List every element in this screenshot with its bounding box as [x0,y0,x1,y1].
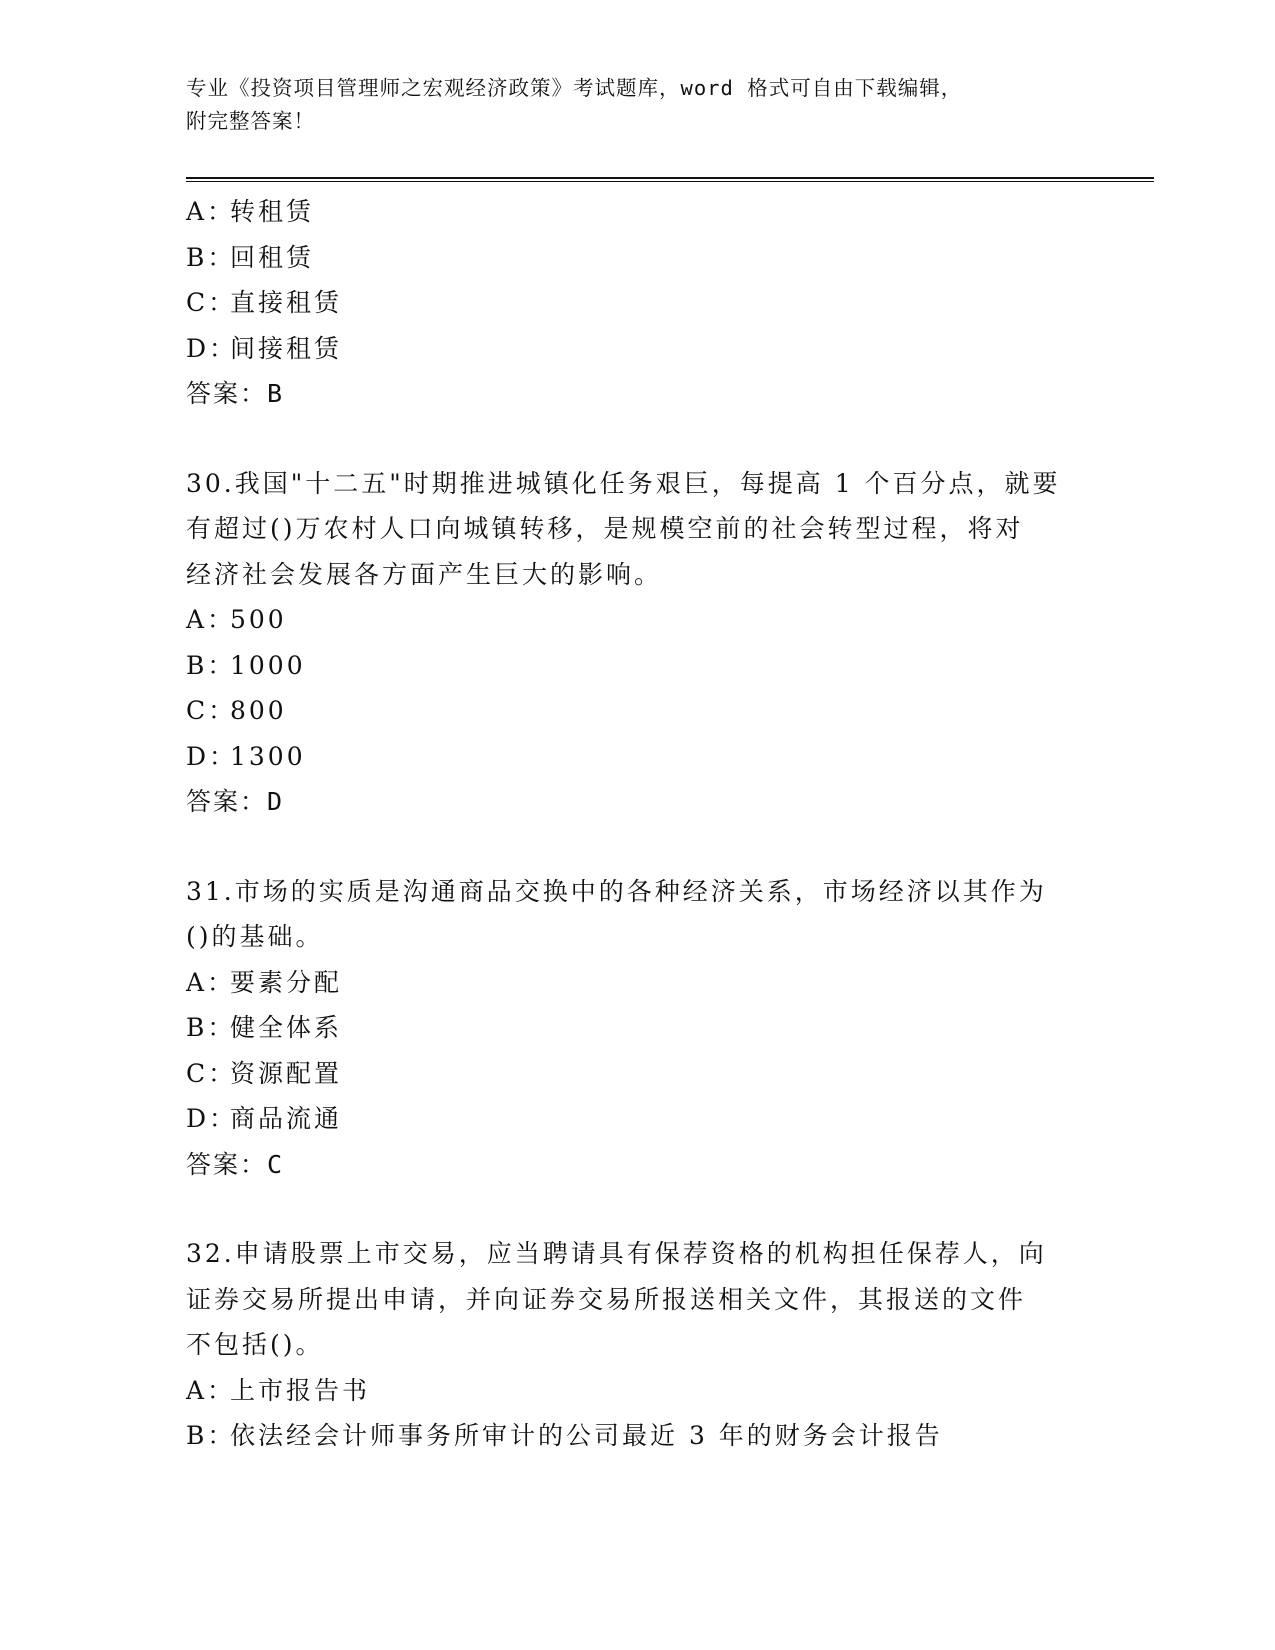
option-b [186,1005,1086,1051]
option-label: A： [186,967,236,997]
option-text: 商品流通 [230,1104,343,1133]
header-line-2: 附完整答案！ [186,109,315,133]
option-a [186,597,1086,643]
question-stem-line: ()的基础。 [186,922,324,951]
option-label: D： [186,333,238,363]
option-label: B： [186,242,236,272]
option-d [186,1096,1086,1142]
question-stem-line: 32.申请股票上市交易，应当聘请具有保荐资格的机构担任保荐人，向 [186,1239,1047,1268]
answer-line: 答案：C [186,1149,285,1179]
option-label: D： [186,741,238,771]
spacer [186,825,1086,869]
document-body [186,189,1086,1459]
question-stem-line: 31.市场的实质是沟通商品交换中的各种经济关系，市场经济以其作为 [186,876,1047,906]
option-label: A： [186,197,236,226]
option-text: 要素分配 [230,967,343,997]
option-label: B： [186,650,236,680]
option-label: C： [186,288,237,317]
option-b [186,1413,1086,1459]
option-text: 上市报告书 [230,1375,371,1405]
option-d [186,734,1086,780]
option-label: C： [186,1058,237,1088]
question-stem-line: 证券交易所提出申请，并向证券交易所报送相关文件，其报送的文件 [186,1284,1027,1314]
option-a [186,189,1086,235]
option-label: B： [186,1013,236,1042]
option-text: 健全体系 [230,1013,343,1042]
option-c [186,1051,1086,1097]
answer-line: 答案：B [186,379,285,408]
option-d [186,326,1086,372]
option-label: A： [186,605,236,634]
option-text: 800 [230,696,287,725]
option-c [186,280,1086,326]
option-b [186,235,1086,281]
spacer [186,417,1086,461]
option-text: 1300 [230,741,306,771]
option-b [186,643,1086,689]
option-text: 直接租赁 [230,288,343,317]
option-a [186,1368,1086,1414]
option-text: 转租赁 [230,197,315,226]
option-text: 资源配置 [230,1058,343,1088]
option-text: 500 [230,605,287,634]
question-31 [186,869,1086,1188]
option-label: A： [186,1375,236,1405]
question-32 [186,1231,1086,1459]
question-30 [186,461,1086,825]
question-29-continued [186,189,1086,417]
option-text: 回租赁 [230,242,315,272]
spacer [186,1187,1086,1231]
header-divider [186,177,1154,182]
question-stem-line: 经济社会发展各方面产生巨大的影响。 [186,559,663,589]
option-label: B： [186,1421,236,1450]
question-stem-line: 不包括()。 [186,1330,324,1359]
option-text: 1000 [230,650,306,680]
option-a [186,960,1086,1006]
answer-line: 答案：D [186,787,285,816]
option-c [186,688,1086,734]
option-text: 间接租赁 [230,333,343,363]
option-label: D： [186,1104,238,1133]
question-stem-line: 有超过()万农村人口向城镇转移，是规模空前的社会转型过程，将对 [186,514,1024,543]
option-text: 依法经会计师事务所审计的公司最近 3 年的财务会计报告 [230,1421,943,1450]
question-stem-line: 30.我国"十二五"时期推进城镇化任务艰巨，每提高 1 个百分点，就要 [186,468,1061,498]
header-line-1: 专业《投资项目管理师之宏观经济政策》考试题库，word 格式可自由下载编辑， [186,76,963,100]
document-header [186,72,1066,138]
option-label: C： [186,696,237,725]
